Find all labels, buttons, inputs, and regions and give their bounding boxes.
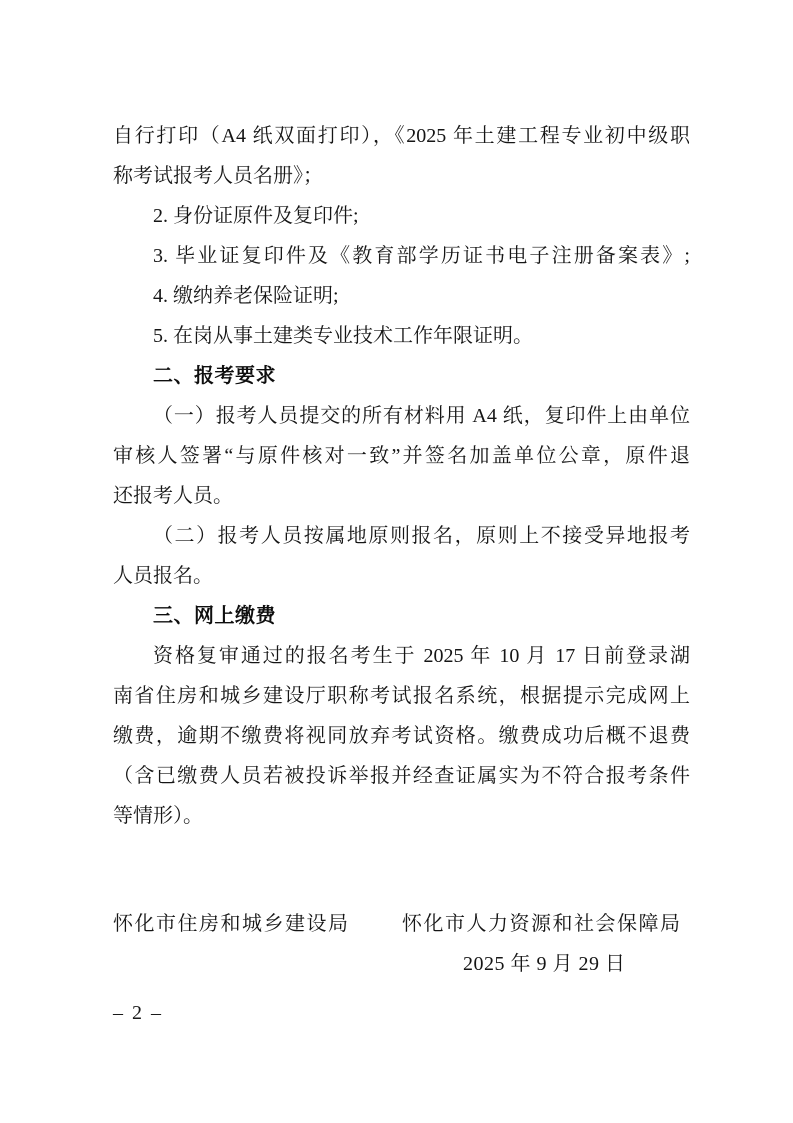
section-heading-2: 二、报考要求 <box>153 365 276 387</box>
signature-block <box>113 904 690 984</box>
text-line: 人员报名。 <box>113 565 213 587</box>
list-item-2: 2. 身份证原件及复印件; <box>153 205 359 227</box>
text-line: 南省住房和城乡建设厅职称考试报名系统，根据提示完成网上 <box>113 685 690 707</box>
signature-date: 2025 年 9 月 29 日 <box>463 953 626 975</box>
text-line: （含已缴费人员若被投诉举报并经查证属实为不符合报考条件 <box>113 765 690 787</box>
text-line: 缴费，逾期不缴费将视同放弃考试资格。缴费成功后概不退费 <box>113 725 690 747</box>
text-line: 等情形）。 <box>113 805 203 827</box>
page-number: – 2 – <box>113 1002 163 1024</box>
list-item-4: 4. 缴纳养老保险证明; <box>153 285 339 307</box>
section-heading-3: 三、网上缴费 <box>153 605 276 627</box>
signature-orgs-row <box>113 904 690 944</box>
text-line: 资格复审通过的报名考生于 2025 年 10 月 17 日前登录湖 <box>153 645 690 667</box>
text-line: （一）报考人员提交的所有材料用 A4 纸，复印件上由单位 <box>153 405 690 427</box>
list-item-3: 3. 毕业证复印件及《教育部学历证书电子注册备案表》; <box>153 245 690 267</box>
list-item-5: 5. 在岗从事土建类专业技术工作年限证明。 <box>153 325 533 347</box>
text-line: 还报考人员。 <box>113 485 233 507</box>
text-line: 称考试报考人员名册》； <box>113 165 323 187</box>
issuing-org-left: 怀化市住房和城乡建设局 <box>113 913 350 935</box>
document-body <box>113 116 690 836</box>
text-line: （二）报考人员按属地原则报名，原则上不接受异地报考 <box>153 525 690 547</box>
text-line: 自行打印（A4 纸双面打印），《2025 年土建工程专业初中级职 <box>113 125 690 147</box>
issuing-org-right: 怀化市人力资源和社会保障局 <box>402 913 682 935</box>
text-line: 审核人签署“与原件核对一致”并签名加盖单位公章，原件退 <box>113 445 690 467</box>
